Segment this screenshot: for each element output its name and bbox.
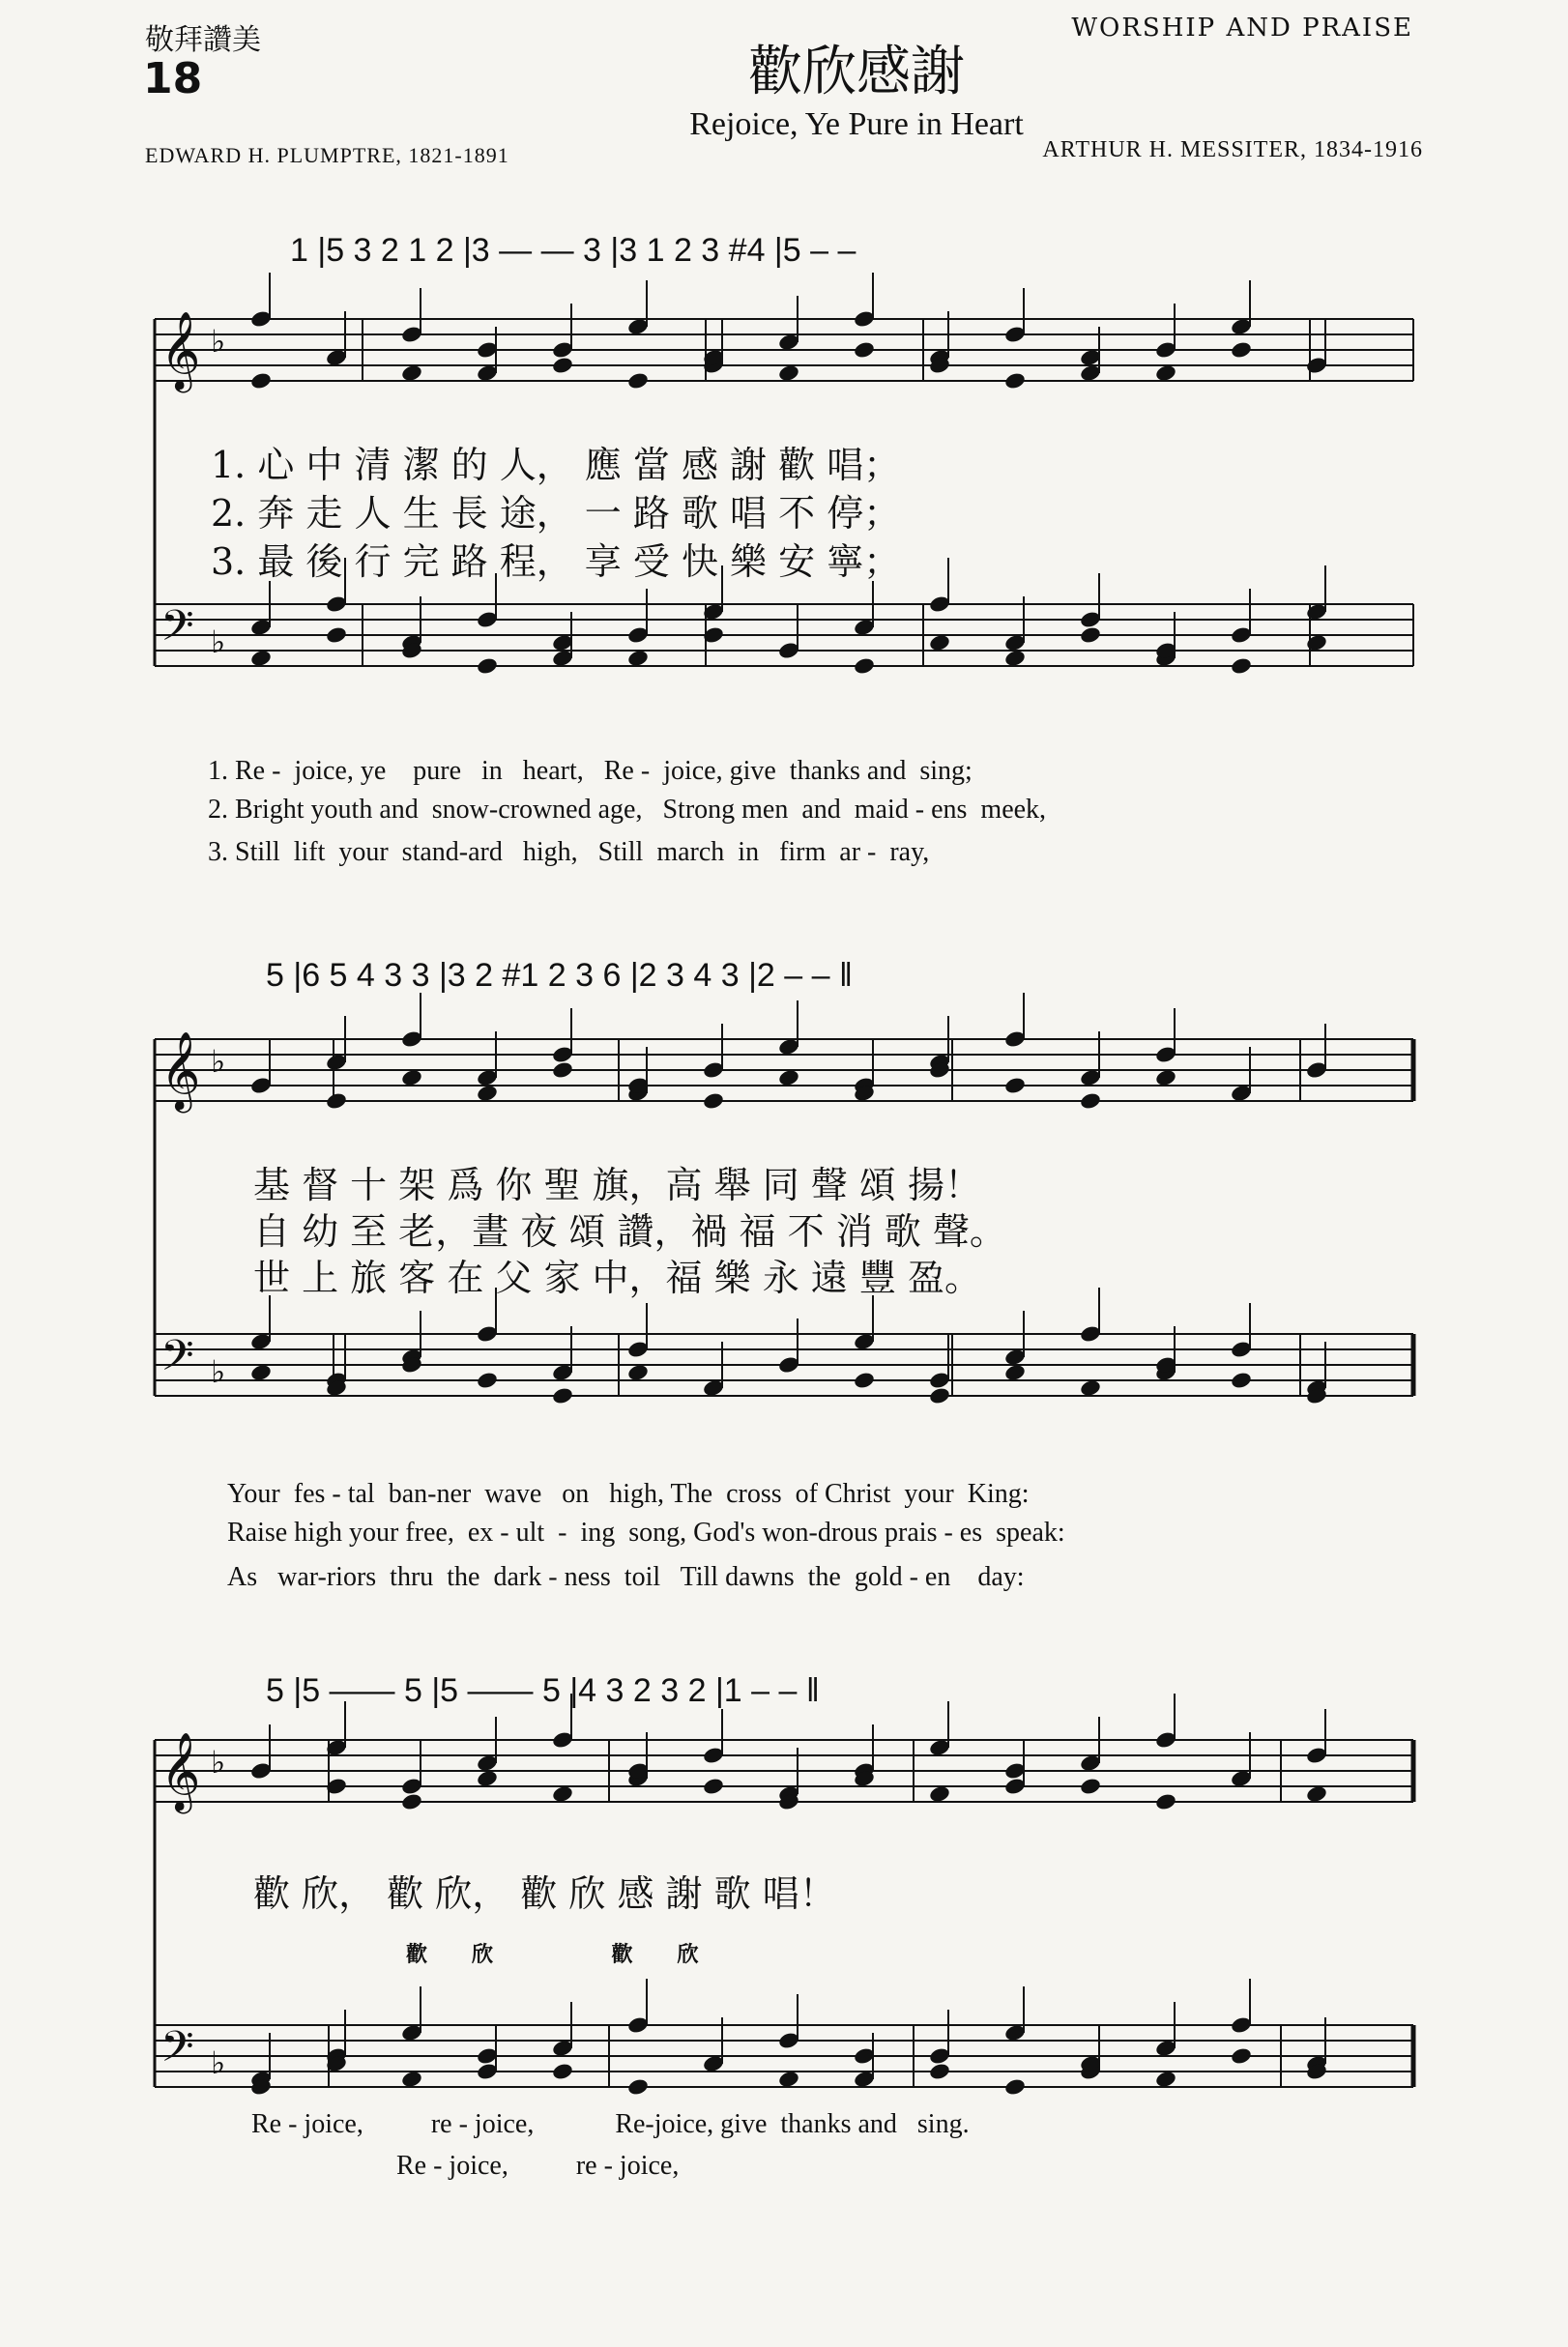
chinese-lyric-refrain: 歡 欣， 歡 欣， 歡 欣 感 謝 歌 唱！ [253, 1872, 836, 1915]
treble-clef-icon: 𝄞 [160, 1030, 201, 1110]
notehead [853, 340, 876, 360]
notehead [702, 1091, 725, 1111]
treble-clef-icon: 𝄞 [160, 1731, 201, 1811]
notehead [1305, 633, 1328, 652]
notehead [400, 1792, 423, 1811]
notehead [1079, 1378, 1102, 1398]
notehead [249, 649, 273, 668]
notehead [249, 371, 273, 391]
notehead [1230, 340, 1253, 360]
hymn-title-chinese: 歡欣感謝 [748, 41, 965, 103]
flat-key-signature-icon: ♭ [211, 623, 226, 660]
notehead [1230, 656, 1253, 676]
chinese-lyric-verse-3: 世 上 旅 客 在 父 家 中，福 樂 永 遠 豐 盈。 [253, 1257, 981, 1299]
chinese-lyric-verse-1: 基 督 十 架 爲 你 聖 旗，高 舉 同 聲 頌 揚！ [253, 1164, 981, 1206]
chinese-lyric-verse-1: 1. 心 中 清 潔 的 人， 應 當 感 謝 歡 唱； [211, 444, 901, 486]
notehead [400, 363, 423, 383]
english-lyric-verse-1: Your fes - tal ban-ner wave on high, The cross of Christ your King: [227, 1479, 1030, 1509]
notehead [853, 656, 876, 676]
notehead [325, 1091, 348, 1111]
notehead [626, 649, 650, 668]
notehead [476, 1084, 499, 1103]
notehead [1003, 1363, 1027, 1382]
english-lyric-verse-1: 1. Re - joice, ye pure in heart, Re - joice, give thanks and sing; [208, 756, 973, 786]
english-lyric-verse-2: Raise high your free, ex - ult - ing song, God's won-drous prais - es speak: [227, 1518, 1065, 1548]
notehead [777, 2070, 800, 2089]
notehead [1003, 1076, 1027, 1095]
notehead [551, 1386, 574, 1405]
notehead [249, 1363, 273, 1382]
notehead [1154, 363, 1177, 383]
chinese-lyric-verse-2: 自 幼 至 老，晝 夜 頌 讚，禍 福 不 消 歌 聲。 [253, 1210, 1006, 1253]
chinese-lyric-bass-echo: 歡 欣 歡 欣 [406, 1942, 699, 1967]
numbered-notation-line-1: 1 |5 3 2 1 2 |3 — — 3 |3 1 2 3 #4 |5 – – [290, 232, 857, 269]
notehead [1079, 1777, 1102, 1796]
notehead [325, 625, 348, 645]
chinese-lyric-verse-2: 2. 奔 走 人 生 長 途， 一 路 歌 唱 不 停； [211, 492, 901, 535]
notehead [551, 1784, 574, 1804]
hymn-number: 18 [143, 54, 203, 103]
notehead [476, 1371, 499, 1390]
notehead [476, 1769, 499, 1788]
english-lyric-refrain: Re - joice, re - joice, Re-joice, give thanks and sing. [251, 2109, 970, 2139]
notehead [400, 2070, 423, 2089]
flat-key-signature-icon: ♭ [211, 323, 226, 360]
notehead [551, 1060, 574, 1080]
bass-clef-icon: 𝄢 [160, 600, 194, 661]
notehead [1230, 2046, 1253, 2066]
notehead [1079, 625, 1102, 645]
notehead [1154, 1068, 1177, 1087]
notehead [928, 633, 951, 652]
flat-key-signature-icon: ♭ [211, 1043, 226, 1080]
notehead [777, 363, 800, 383]
notehead [476, 656, 499, 676]
english-lyric-bass-echo: Re - joice, re - joice, [396, 2151, 680, 2181]
hymn-title-english: Rejoice, Ye Pure in Heart [689, 106, 1024, 142]
notehead [1003, 2077, 1027, 2097]
hymnal-name: 敬拜讚美 [145, 23, 261, 57]
english-lyric-verse-2: 2. Bright youth and snow-crowned age, Strong men and maid - ens meek, [208, 795, 1047, 825]
numbered-notation-line-3: 5 |5 —— 5 |5 —— 5 |4 3 2 3 2 |1 – – ‖ [266, 1672, 820, 1709]
author-credit: EDWARD H. PLUMPTRE, 1821-1891 [145, 143, 509, 167]
notehead [1003, 649, 1027, 668]
flat-key-signature-icon: ♭ [211, 2044, 226, 2081]
flat-key-signature-icon: ♭ [211, 1744, 226, 1781]
bass-clef-icon: 𝄢 [160, 1330, 194, 1391]
notehead [626, 1363, 650, 1382]
notehead [1079, 1091, 1102, 1111]
section-label: WORSHIP AND PRAISE [1071, 14, 1413, 43]
notehead [551, 356, 574, 375]
notehead [928, 1386, 951, 1405]
notehead [1154, 2070, 1177, 2089]
notehead [777, 1068, 800, 1087]
notehead [551, 2062, 574, 2081]
english-lyric-verse-3: As war-riors thru the dark - ness toil Till dawns the gold - en day: [227, 1562, 1025, 1592]
notehead [1003, 371, 1027, 391]
notehead [928, 1784, 951, 1804]
composer-credit: ARTHUR H. MESSITER, 1834-1916 [1042, 137, 1423, 162]
notehead [702, 1777, 725, 1796]
notehead [626, 2077, 650, 2097]
notehead [1305, 1784, 1328, 1804]
chinese-lyric-verse-3: 3. 最 後 行 完 路 程， 享 受 快 樂 安 寧； [211, 540, 901, 583]
notehead [853, 1371, 876, 1390]
notehead [626, 371, 650, 391]
flat-key-signature-icon: ♭ [211, 1353, 226, 1390]
notehead [928, 2062, 951, 2081]
notehead [400, 1068, 423, 1087]
treble-clef-icon: 𝄞 [160, 310, 201, 390]
english-lyric-verse-3: 3. Still lift your stand-ard high, Still march in firm ar - ray, [208, 837, 930, 867]
notehead [1230, 1371, 1253, 1390]
notehead [1154, 1792, 1177, 1811]
bass-clef-icon: 𝄢 [160, 2021, 194, 2082]
numbered-notation-line-2: 5 |6 5 4 3 3 |3 2 #1 2 3 6 |2 3 4 3 |2 – – ‖ [266, 957, 854, 994]
